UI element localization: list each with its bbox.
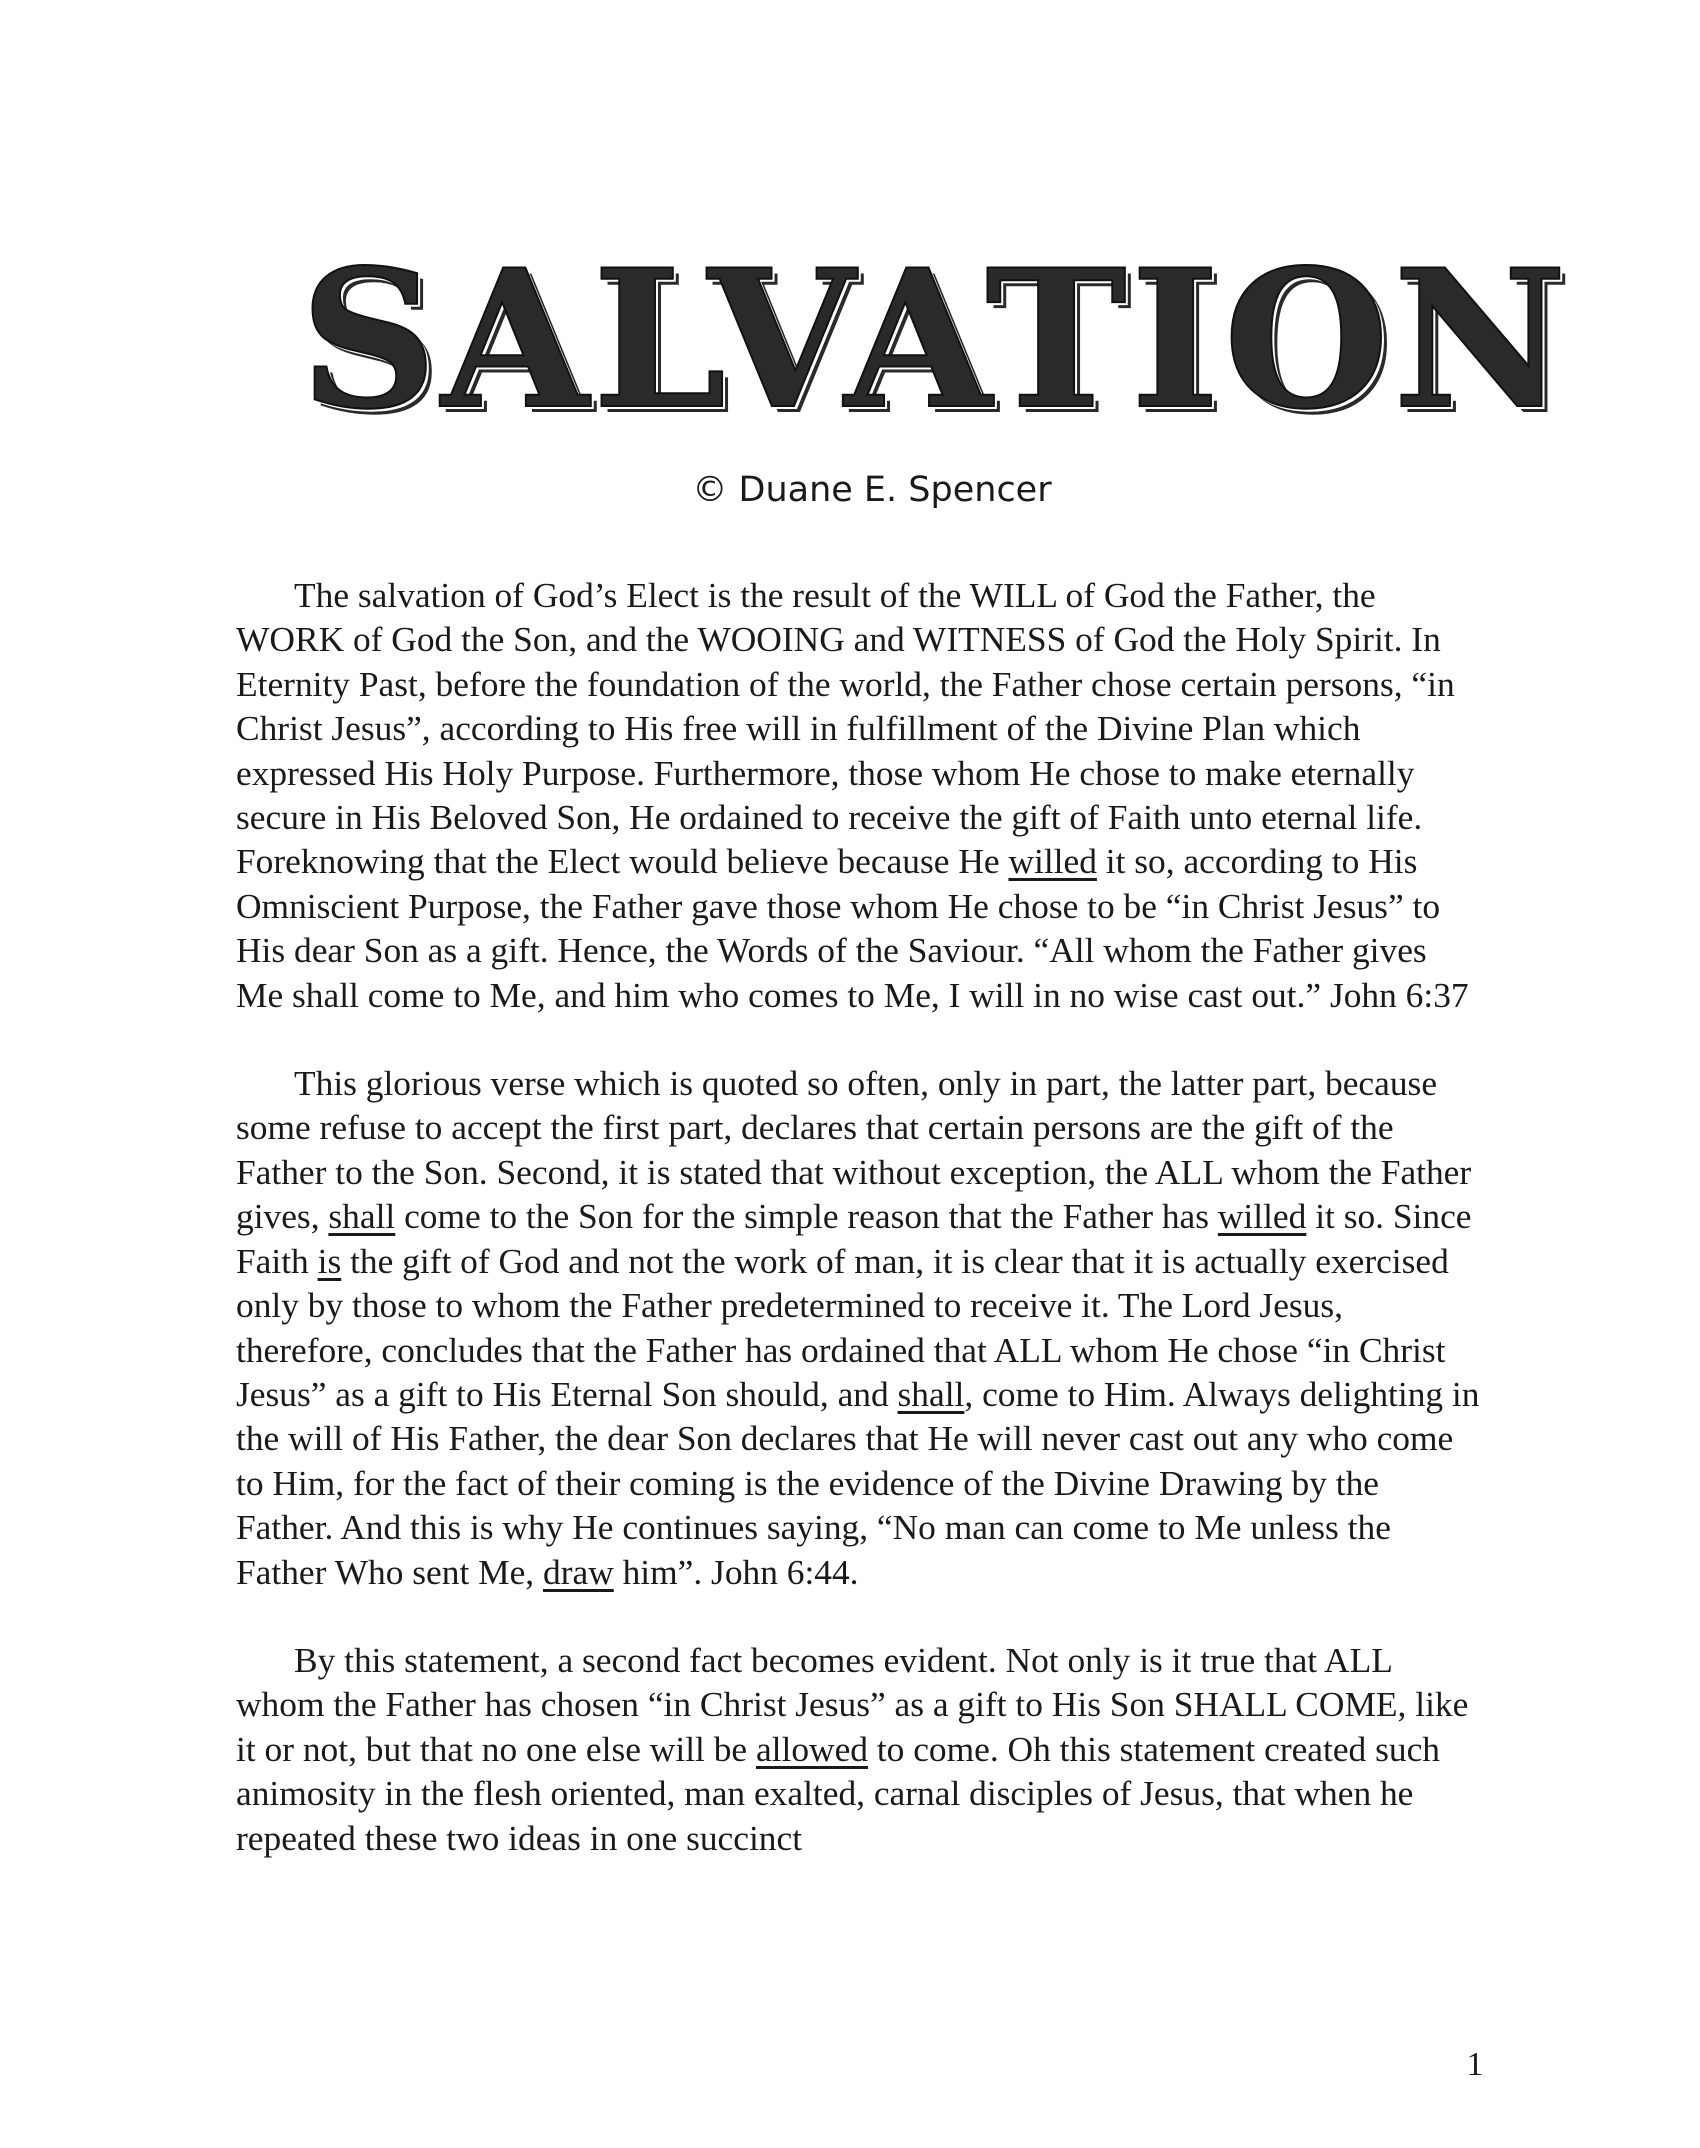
text-run: it so, according to His Omniscient Purpose, the Father gave those whom He chose to be “in Christ Jesus” to His dear Son as a gift. Hence, the Words of the Saviour. “All whom the Father gives Me shall come to Me, and him who comes to Me, I will in no wise cast out.” John 6:37 [236, 841, 1469, 1015]
paragraph-2 [236, 1061, 1481, 1594]
text-run: him”. John 6:44. [613, 1551, 859, 1592]
text-run: By this statement, a second fact becomes evident. Not only is it true that ALL whom the Father has chosen “in Christ Jesus” as a gift to His Son SHALL COME, like it or not, but that no one else will be [236, 1639, 1469, 1769]
underlined-word: allowed [755, 1728, 868, 1769]
underlined-word: willed [1217, 1196, 1307, 1237]
underlined-word: is [317, 1240, 342, 1281]
text-run: the gift of God and not the work of man, it is clear that it is actually exercised only by those to whom the Father predetermined to receive it. The Lord Jesus, therefore, concludes that the Father has ordained that ALL whom He chose “in Christ Jesus” as a gift to His Eternal Son should, and [236, 1240, 1449, 1414]
body-text [236, 573, 1481, 1904]
underlined-word: willed [1008, 841, 1097, 882]
underlined-word: draw [543, 1551, 614, 1592]
text-run: it so. Since Faith [236, 1196, 1472, 1281]
text-run: This glorious verse which is quoted so often, only in part, the latter part, because some refuse to accept the first part, declares that certain persons are the gift of the Father to the Son. Second, it is stated that without exception, the ALL whom the Father gives, [236, 1063, 1472, 1237]
page-title: SALVATION [300, 228, 1571, 451]
text-run: The salvation of God’s Elect is the result of the WILL of God the Father, the WORK of God the Son, and the WOOING and WITNESS of God the Holy Spirit. In Eternity Past, before the foundation of the world, the Father chose certain persons, “in Christ Jesus”, according to His free will in fulfillment of the Divine Plan which expressed His Holy Purpose. Furthermore, those whom He chose to make eternally secure in His Beloved Son, He ordained to receive the gift of Faith unto eternal life. Foreknowing that the Elect would believe because He [236, 575, 1455, 882]
page-number: 1 [1466, 2046, 1484, 2083]
author-credit: © Duane E. Spencer [692, 470, 1052, 510]
text-run: to come. Oh this statement created such animosity in the flesh oriented, man exalted, carnal disciples of Jesus, that when he repeated these two ideas in one succinct [236, 1728, 1440, 1858]
paragraph-3 [236, 1638, 1481, 1860]
underlined-word: shall [897, 1373, 965, 1414]
underlined-word: shall [328, 1196, 396, 1237]
text-run: , come to Him. Always delighting in the will of His Father, the dear Son declares that He will never cast out any who come to Him, for the fact of their coming is the evidence of the Divine Drawing by the Father. And this is why He continues saying, “No man can come to Me unless the Father Who sent Me, [236, 1373, 1480, 1592]
text-run: come to the Son for the simple reason that the Father has [395, 1196, 1218, 1237]
paragraph-1 [236, 573, 1481, 1017]
